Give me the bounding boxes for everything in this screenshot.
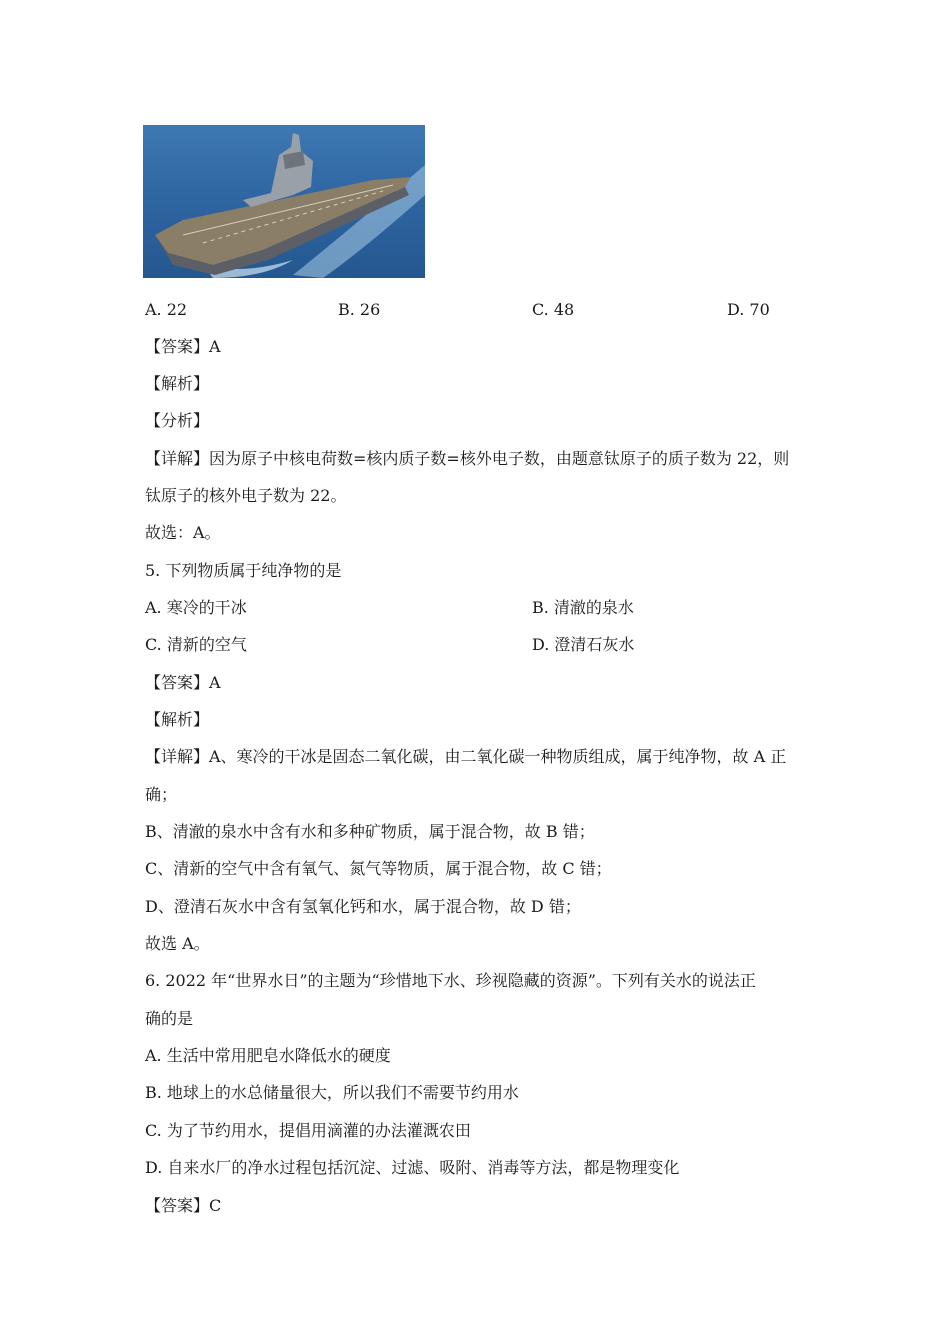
q6-stem-line-1: 6. 2022 年“世界水日”的主题为“珍惜地下水、珍视隐藏的资源”。下列有关水的说法正 [145, 971, 756, 990]
aircraft-carrier-photo [143, 125, 425, 278]
q6-option-c: C. 为了节约用水，提倡用滴灌的办法灌溉农田 [145, 1121, 471, 1140]
q6-answer: 【答案】C [145, 1196, 222, 1215]
q5-choose: 故选 A。 [145, 934, 210, 953]
q4-analysis-tag: 【解析】 [145, 374, 210, 393]
q4-option-d: D. 70 [727, 300, 770, 319]
q5-detail-b: B、清澈的泉水中含有水和多种矿物质，属于混合物，故 B 错； [145, 822, 595, 841]
q4-choose: 故选：A。 [145, 523, 221, 542]
q6-option-b: B. 地球上的水总储量很大，所以我们不需要节约用水 [145, 1083, 519, 1102]
q5-option-c: C. 清新的空气 [145, 635, 247, 654]
q6-option-d: D. 自来水厂的净水过程包括沉淀、过滤、吸附、消毒等方法，都是物理变化 [145, 1158, 680, 1177]
q4-option-a: A. 22 [145, 300, 188, 319]
q4-detail-line-2: 钛原子的核外电子数为 22。 [145, 486, 347, 505]
q5-detail-c: C、清新的空气中含有氧气、氮气等物质，属于混合物，故 C 错； [145, 859, 612, 878]
aircraft-carrier-icon [143, 125, 425, 278]
q5-option-a: A. 寒冷的干冰 [145, 598, 247, 617]
q5-option-d: D. 澄清石灰水 [532, 635, 635, 654]
q4-answer: 【答案】A [145, 337, 221, 356]
q4-option-c: C. 48 [532, 300, 575, 319]
q6-option-a: A. 生活中常用肥皂水降低水的硬度 [145, 1046, 391, 1065]
q5-stem: 5. 下列物质属于纯净物的是 [145, 561, 342, 580]
q5-option-b: B. 清澈的泉水 [532, 598, 634, 617]
q5-detail-line-2: 确； [145, 785, 178, 804]
q5-detail-line-1: 【详解】A、寒冷的干冰是固态二氧化碳，由二氧化碳一种物质组成，属于纯净物，故 A 正 [145, 747, 787, 766]
q4-detail-line-1: 【详解】因为原子中核电荷数=核内质子数=核外电子数，由题意钛原子的质子数为 22，则 [145, 449, 790, 468]
q6-stem-line-2: 确的是 [145, 1009, 194, 1028]
q4-fenxi-tag: 【分析】 [145, 411, 210, 430]
q5-detail-d: D、澄清石灰水中含有氢氧化钙和水，属于混合物，故 D 错； [145, 897, 581, 916]
q5-analysis-tag: 【解析】 [145, 710, 210, 729]
q5-answer: 【答案】A [145, 673, 221, 692]
q4-option-b: B. 26 [338, 300, 381, 319]
